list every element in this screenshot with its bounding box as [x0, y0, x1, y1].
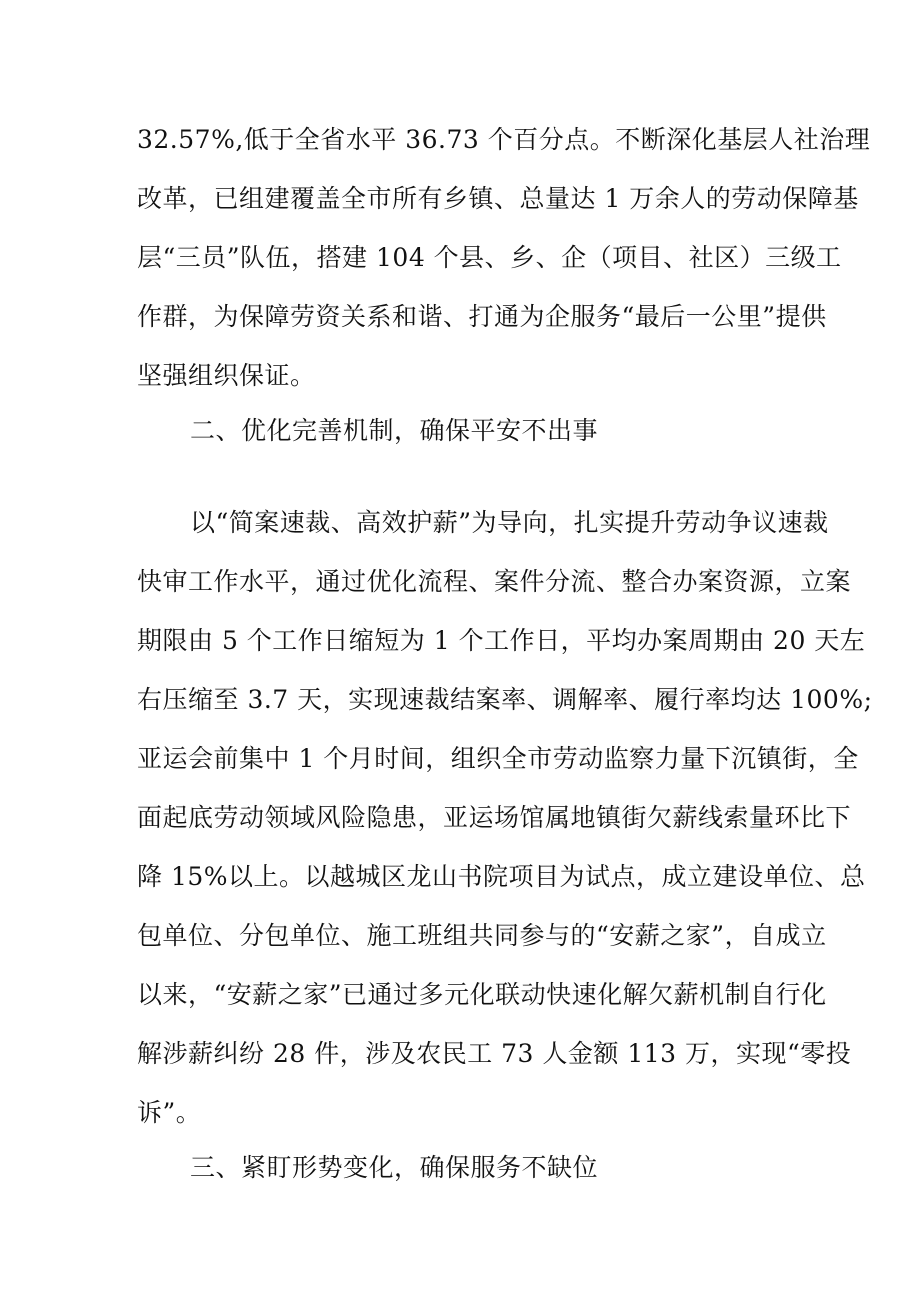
- paragraph-1-line-3: 层“三员”队伍，搭建 104 个县、乡、企（项目、社区）三级工: [137, 243, 842, 272]
- section-heading-3: 三、紧盯形势变化，确保服务不缺位: [190, 1153, 599, 1182]
- paragraph-2-line-7: 降 15%以上。以越城区龙山书院项目为试点，成立建设单位、总: [137, 862, 866, 891]
- section-heading-2: 二、优化完善机制，确保平安不出事: [190, 416, 599, 445]
- paragraph-2-line-2: 快审工作水平，通过优化流程、案件分流、整合办案资源，立案: [137, 567, 852, 596]
- paragraph-1-line-2: 改革，已组建覆盖全市所有乡镇、总量达 1 万余人的劳动保障基: [137, 184, 859, 213]
- paragraph-2-line-10: 解涉薪纠纷 28 件，涉及农民工 73 人金额 113 万，实现“零投: [137, 1039, 852, 1068]
- paragraph-2-line-9: 以来，“安薪之家”已通过多元化联动快速化解欠薪机制自行化: [137, 980, 827, 1009]
- paragraph-2-line-8: 包单位、分包单位、施工班组共同参与的“安薪之家”，自成立: [137, 921, 827, 950]
- paragraph-2-line-3: 期限由 5 个工作日缩短为 1 个工作日，平均办案周期由 20 天左: [137, 626, 866, 655]
- paragraph-2-line-4: 右压缩至 3.7 天，实现速裁结案率、调解率、履行率均达 100%;: [137, 685, 873, 714]
- paragraph-2-line-5: 亚运会前集中 1 个月时间，组织全市劳动监察力量下沉镇街，全: [137, 744, 859, 773]
- paragraph-2-line-6: 面起底劳动领域风险隐患，亚运场馆属地镇街欠薪线索量环比下: [137, 803, 852, 832]
- paragraph-1-line-1: 32.57%,低于全省水平 36.73 个百分点。不断深化基层人社治理: [137, 125, 871, 154]
- paragraph-1-line-4: 作群，为保障劳资关系和谐、打通为企服务“最后一公里”提供: [137, 302, 827, 331]
- paragraph-2-line-1: 以“简案速裁、高效护薪”为导向，扎实提升劳动争议速裁: [190, 508, 829, 537]
- paragraph-1-line-5: 坚强组织保证。: [137, 361, 316, 390]
- paragraph-2-line-11: 诉”。: [137, 1098, 202, 1127]
